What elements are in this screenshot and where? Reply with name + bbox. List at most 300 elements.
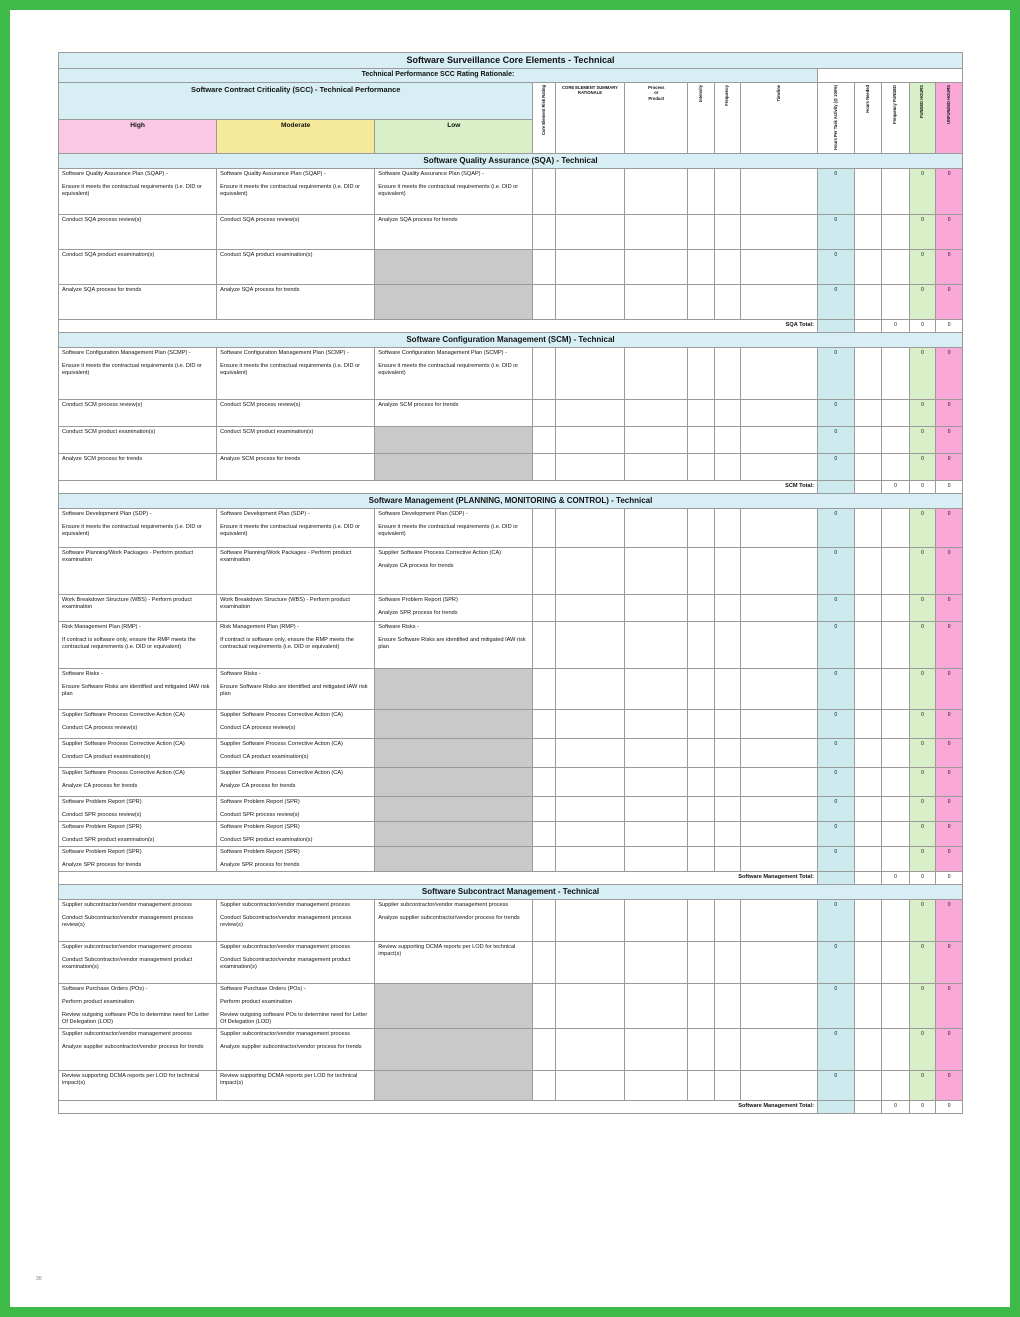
cell-high[interactable]: Conduct SCM process review(s) <box>59 400 217 427</box>
cell-frequency-funded[interactable] <box>882 400 910 427</box>
cell-frequency[interactable] <box>714 710 741 739</box>
cell-high[interactable]: Conduct SQA product examination(s) <box>59 250 217 285</box>
cell-timeline[interactable] <box>741 169 818 215</box>
cell-moderate[interactable]: Software Quality Assurance Plan (SQAP) - Ensure it meets the contractual requirements (i.e. DID or equivalent) <box>217 169 375 215</box>
cell-process-product[interactable] <box>625 899 688 941</box>
cell-summary-rationale[interactable] <box>555 595 624 622</box>
cell-risk-rating[interactable] <box>533 1028 555 1070</box>
cell-intensity[interactable] <box>688 739 715 768</box>
cell-unfunded-hours[interactable]: 0 <box>936 768 963 797</box>
cell-moderate[interactable]: Supplier Software Process Corrective Action (CA) Analyze CA process for trends <box>217 768 375 797</box>
cell-funded-hours[interactable]: 0 <box>909 595 936 622</box>
cell-unfunded-hours[interactable]: 0 <box>936 899 963 941</box>
cell-hours-needed[interactable] <box>854 899 882 941</box>
cell-frequency[interactable] <box>714 548 741 595</box>
cell-timeline[interactable] <box>741 595 818 622</box>
cell-process-product[interactable] <box>625 1070 688 1100</box>
cell-intensity[interactable] <box>688 822 715 847</box>
cell-moderate[interactable]: Work Breakdown Structure (WBS) - Perform product examination <box>217 595 375 622</box>
cell-hours-needed[interactable] <box>854 169 882 215</box>
cell-hours-needed[interactable] <box>854 595 882 622</box>
cell-unfunded-hours[interactable]: 0 <box>936 847 963 872</box>
cell-frequency-funded[interactable] <box>882 509 910 548</box>
cell-moderate[interactable]: Software Problem Report (SPR) Conduct SPR process review(s) <box>217 797 375 822</box>
cell-frequency[interactable] <box>714 941 741 983</box>
cell-hours-needed[interactable] <box>854 941 882 983</box>
cell-frequency[interactable] <box>714 250 741 285</box>
cell-unfunded-hours[interactable]: 0 <box>936 454 963 481</box>
cell-frequency-funded[interactable] <box>882 595 910 622</box>
cell-frequency-funded[interactable] <box>882 1028 910 1070</box>
cell-moderate[interactable]: Conduct SQA product examination(s) <box>217 250 375 285</box>
cell-frequency[interactable] <box>714 1028 741 1070</box>
cell-timeline[interactable] <box>741 427 818 454</box>
cell-frequency[interactable] <box>714 622 741 669</box>
cell-low[interactable] <box>375 847 533 872</box>
cell-moderate[interactable]: Review supporting DCMA reports per LOD for technical impact(s) <box>217 1070 375 1100</box>
cell-summary-rationale[interactable] <box>555 710 624 739</box>
cell-intensity[interactable] <box>688 400 715 427</box>
cell-unfunded-hours[interactable]: 0 <box>936 1028 963 1070</box>
cell-unfunded-hours[interactable]: 0 <box>936 509 963 548</box>
cell-process-product[interactable] <box>625 348 688 400</box>
cell-timeline[interactable] <box>741 548 818 595</box>
cell-hours-per-task[interactable]: 0 <box>817 797 854 822</box>
cell-risk-rating[interactable] <box>533 622 555 669</box>
cell-unfunded-hours[interactable]: 0 <box>936 285 963 320</box>
cell-hours-needed[interactable] <box>854 454 882 481</box>
cell-low[interactable]: Supplier subcontractor/vendor management process Analyze supplier subcontractor/vendor process for trends <box>375 899 533 941</box>
cell-low[interactable] <box>375 768 533 797</box>
cell-hours-needed[interactable] <box>854 1070 882 1100</box>
cell-hours-per-task[interactable]: 0 <box>817 169 854 215</box>
cell-hours-per-task[interactable]: 0 <box>817 400 854 427</box>
cell-low[interactable]: Analyze SCM process for trends <box>375 400 533 427</box>
cell-summary-rationale[interactable] <box>555 215 624 250</box>
cell-summary-rationale[interactable] <box>555 768 624 797</box>
cell-unfunded-hours[interactable]: 0 <box>936 169 963 215</box>
cell-risk-rating[interactable] <box>533 400 555 427</box>
cell-moderate[interactable]: Supplier Software Process Corrective Action (CA) Conduct CA product examination(s) <box>217 739 375 768</box>
cell-risk-rating[interactable] <box>533 739 555 768</box>
cell-hours-per-task[interactable]: 0 <box>817 739 854 768</box>
cell-low[interactable]: Software Risks - Ensure Software Risks are identified and mitigated IAW risk plan <box>375 622 533 669</box>
cell-hours-per-task[interactable]: 0 <box>817 710 854 739</box>
cell-risk-rating[interactable] <box>533 797 555 822</box>
cell-timeline[interactable] <box>741 983 818 1028</box>
cell-frequency-funded[interactable] <box>882 348 910 400</box>
cell-high[interactable]: Risk Management Plan (RMP) - If contract is software only, ensure the RMP meets the contractual requirements (i.e. DID or equivalent) <box>59 622 217 669</box>
cell-frequency-funded[interactable] <box>882 169 910 215</box>
cell-summary-rationale[interactable] <box>555 454 624 481</box>
cell-risk-rating[interactable] <box>533 548 555 595</box>
cell-risk-rating[interactable] <box>533 348 555 400</box>
cell-intensity[interactable] <box>688 169 715 215</box>
cell-hours-needed[interactable] <box>854 509 882 548</box>
cell-frequency[interactable] <box>714 595 741 622</box>
cell-moderate[interactable]: Software Risks - Ensure Software Risks are identified and mitigated IAW risk plan <box>217 669 375 710</box>
cell-moderate[interactable]: Supplier subcontractor/vendor management process Conduct Subcontractor/vendor management process review(s) <box>217 899 375 941</box>
cell-summary-rationale[interactable] <box>555 400 624 427</box>
cell-hours-needed[interactable] <box>854 215 882 250</box>
cell-frequency-funded[interactable] <box>882 822 910 847</box>
cell-moderate[interactable]: Software Configuration Management Plan (SCMP) - Ensure it meets the contractual requirements (i.e. DID or equivalent) <box>217 348 375 400</box>
cell-funded-hours[interactable]: 0 <box>909 983 936 1028</box>
cell-intensity[interactable] <box>688 710 715 739</box>
cell-high[interactable]: Software Risks - Ensure Software Risks are identified and mitigated IAW risk plan <box>59 669 217 710</box>
cell-risk-rating[interactable] <box>533 983 555 1028</box>
cell-intensity[interactable] <box>688 899 715 941</box>
cell-summary-rationale[interactable] <box>555 1070 624 1100</box>
cell-moderate[interactable]: Supplier subcontractor/vendor management process Analyze supplier subcontractor/vendor process for trends <box>217 1028 375 1070</box>
cell-funded-hours[interactable]: 0 <box>909 899 936 941</box>
cell-timeline[interactable] <box>741 1028 818 1070</box>
cell-summary-rationale[interactable] <box>555 847 624 872</box>
cell-summary-rationale[interactable] <box>555 822 624 847</box>
cell-unfunded-hours[interactable]: 0 <box>936 595 963 622</box>
cell-hours-per-task[interactable]: 0 <box>817 822 854 847</box>
cell-intensity[interactable] <box>688 622 715 669</box>
cell-moderate[interactable]: Supplier subcontractor/vendor management process Conduct Subcontractor/vendor management product examination(s) <box>217 941 375 983</box>
cell-intensity[interactable] <box>688 983 715 1028</box>
cell-hours-needed[interactable] <box>854 250 882 285</box>
cell-timeline[interactable] <box>741 669 818 710</box>
cell-funded-hours[interactable]: 0 <box>909 822 936 847</box>
cell-unfunded-hours[interactable]: 0 <box>936 250 963 285</box>
cell-intensity[interactable] <box>688 941 715 983</box>
cell-intensity[interactable] <box>688 669 715 710</box>
cell-risk-rating[interactable] <box>533 822 555 847</box>
cell-process-product[interactable] <box>625 710 688 739</box>
cell-risk-rating[interactable] <box>533 899 555 941</box>
cell-intensity[interactable] <box>688 285 715 320</box>
cell-intensity[interactable] <box>688 250 715 285</box>
cell-funded-hours[interactable]: 0 <box>909 1028 936 1070</box>
cell-hours-per-task[interactable]: 0 <box>817 595 854 622</box>
cell-high[interactable]: Supplier subcontractor/vendor management process Conduct Subcontractor/vendor management product examination(s) <box>59 941 217 983</box>
cell-hours-per-task[interactable]: 0 <box>817 768 854 797</box>
cell-hours-needed[interactable] <box>854 669 882 710</box>
cell-high[interactable]: Conduct SQA process review(s) <box>59 215 217 250</box>
cell-hours-needed[interactable] <box>854 285 882 320</box>
cell-process-product[interactable] <box>625 1028 688 1070</box>
cell-high[interactable]: Software Problem Report (SPR) Conduct SPR process review(s) <box>59 797 217 822</box>
cell-process-product[interactable] <box>625 595 688 622</box>
cell-frequency[interactable] <box>714 899 741 941</box>
cell-process-product[interactable] <box>625 669 688 710</box>
cell-hours-per-task[interactable]: 0 <box>817 941 854 983</box>
cell-unfunded-hours[interactable]: 0 <box>936 710 963 739</box>
cell-unfunded-hours[interactable]: 0 <box>936 548 963 595</box>
cell-frequency[interactable] <box>714 285 741 320</box>
cell-moderate[interactable]: Software Development Plan (SDP) - Ensure it meets the contractual requirements (i.e. DID or equivalent) <box>217 509 375 548</box>
cell-timeline[interactable] <box>741 622 818 669</box>
cell-timeline[interactable] <box>741 941 818 983</box>
cell-intensity[interactable] <box>688 509 715 548</box>
cell-frequency-funded[interactable] <box>882 215 910 250</box>
cell-high[interactable]: Software Problem Report (SPR) Analyze SPR process for trends <box>59 847 217 872</box>
cell-high[interactable]: Software Purchase Orders (POs) - Perform product examination Review outgoing software POs to determine need for Letter Of Delegation (LOD) <box>59 983 217 1028</box>
cell-timeline[interactable] <box>741 847 818 872</box>
cell-process-product[interactable] <box>625 215 688 250</box>
cell-low[interactable]: Software Problem Report (SPR) Analyze SPR process for trends <box>375 595 533 622</box>
cell-high[interactable]: Software Configuration Management Plan (SCMP) - Ensure it meets the contractual requirements (i.e. DID or equivalent) <box>59 348 217 400</box>
cell-low[interactable] <box>375 710 533 739</box>
cell-risk-rating[interactable] <box>533 710 555 739</box>
cell-high[interactable]: Supplier subcontractor/vendor management process Conduct Subcontractor/vendor management process review(s) <box>59 899 217 941</box>
cell-risk-rating[interactable] <box>533 595 555 622</box>
cell-low[interactable] <box>375 250 533 285</box>
cell-low[interactable] <box>375 669 533 710</box>
cell-intensity[interactable] <box>688 215 715 250</box>
cell-hours-per-task[interactable]: 0 <box>817 983 854 1028</box>
cell-unfunded-hours[interactable]: 0 <box>936 669 963 710</box>
cell-unfunded-hours[interactable]: 0 <box>936 739 963 768</box>
cell-intensity[interactable] <box>688 427 715 454</box>
cell-frequency-funded[interactable] <box>882 1070 910 1100</box>
cell-frequency[interactable] <box>714 797 741 822</box>
cell-moderate[interactable]: Software Problem Report (SPR) Conduct SPR product examination(s) <box>217 822 375 847</box>
cell-intensity[interactable] <box>688 595 715 622</box>
cell-low[interactable] <box>375 427 533 454</box>
cell-hours-needed[interactable] <box>854 1028 882 1070</box>
cell-moderate[interactable]: Software Planning/Work Packages - Perform product examination <box>217 548 375 595</box>
cell-hours-needed[interactable] <box>854 348 882 400</box>
cell-frequency[interactable] <box>714 1070 741 1100</box>
cell-summary-rationale[interactable] <box>555 983 624 1028</box>
cell-unfunded-hours[interactable]: 0 <box>936 822 963 847</box>
cell-process-product[interactable] <box>625 169 688 215</box>
cell-hours-needed[interactable] <box>854 710 882 739</box>
cell-moderate[interactable]: Risk Management Plan (RMP) - If contract is software only, ensure the RMP meets the contractual requirements (i.e. DID or equivalent) <box>217 622 375 669</box>
cell-moderate[interactable]: Conduct SCM product examination(s) <box>217 427 375 454</box>
cell-funded-hours[interactable]: 0 <box>909 250 936 285</box>
cell-frequency-funded[interactable] <box>882 739 910 768</box>
cell-funded-hours[interactable]: 0 <box>909 509 936 548</box>
cell-high[interactable]: Conduct SCM product examination(s) <box>59 427 217 454</box>
cell-summary-rationale[interactable] <box>555 622 624 669</box>
cell-frequency[interactable] <box>714 215 741 250</box>
cell-risk-rating[interactable] <box>533 427 555 454</box>
cell-frequency-funded[interactable] <box>882 622 910 669</box>
cell-hours-per-task[interactable]: 0 <box>817 1028 854 1070</box>
cell-intensity[interactable] <box>688 1028 715 1070</box>
cell-summary-rationale[interactable] <box>555 509 624 548</box>
cell-timeline[interactable] <box>741 454 818 481</box>
cell-risk-rating[interactable] <box>533 941 555 983</box>
cell-process-product[interactable] <box>625 427 688 454</box>
cell-summary-rationale[interactable] <box>555 797 624 822</box>
cell-funded-hours[interactable]: 0 <box>909 622 936 669</box>
cell-process-product[interactable] <box>625 548 688 595</box>
cell-low[interactable] <box>375 983 533 1028</box>
cell-high[interactable]: Review supporting DCMA reports per LOD for technical impact(s) <box>59 1070 217 1100</box>
cell-intensity[interactable] <box>688 797 715 822</box>
cell-summary-rationale[interactable] <box>555 941 624 983</box>
cell-low[interactable]: Supplier Software Process Corrective Action (CA) Analyze CA process for trends <box>375 548 533 595</box>
cell-moderate[interactable]: Software Purchase Orders (POs) - Perform product examination Review outgoing software POs to determine need for Letter Of Delegation (LOD) <box>217 983 375 1028</box>
cell-funded-hours[interactable]: 0 <box>909 669 936 710</box>
cell-hours-needed[interactable] <box>854 797 882 822</box>
cell-timeline[interactable] <box>741 215 818 250</box>
cell-frequency-funded[interactable] <box>882 669 910 710</box>
cell-hours-per-task[interactable]: 0 <box>817 899 854 941</box>
cell-process-product[interactable] <box>625 983 688 1028</box>
cell-risk-rating[interactable] <box>533 215 555 250</box>
cell-hours-needed[interactable] <box>854 983 882 1028</box>
cell-moderate[interactable]: Analyze SQA process for trends <box>217 285 375 320</box>
cell-process-product[interactable] <box>625 797 688 822</box>
cell-timeline[interactable] <box>741 348 818 400</box>
cell-timeline[interactable] <box>741 1070 818 1100</box>
cell-moderate[interactable]: Supplier Software Process Corrective Action (CA) Conduct CA process review(s) <box>217 710 375 739</box>
cell-timeline[interactable] <box>741 822 818 847</box>
cell-frequency[interactable] <box>714 983 741 1028</box>
cell-low[interactable] <box>375 1070 533 1100</box>
cell-funded-hours[interactable]: 0 <box>909 739 936 768</box>
cell-unfunded-hours[interactable]: 0 <box>936 941 963 983</box>
cell-summary-rationale[interactable] <box>555 739 624 768</box>
cell-funded-hours[interactable]: 0 <box>909 797 936 822</box>
cell-funded-hours[interactable]: 0 <box>909 400 936 427</box>
cell-timeline[interactable] <box>741 400 818 427</box>
cell-high[interactable]: Supplier Software Process Corrective Action (CA) Conduct CA product examination(s) <box>59 739 217 768</box>
cell-process-product[interactable] <box>625 768 688 797</box>
cell-frequency-funded[interactable] <box>882 983 910 1028</box>
cell-frequency-funded[interactable] <box>882 941 910 983</box>
cell-funded-hours[interactable]: 0 <box>909 1070 936 1100</box>
cell-process-product[interactable] <box>625 847 688 872</box>
cell-hours-per-task[interactable]: 0 <box>817 250 854 285</box>
cell-frequency[interactable] <box>714 454 741 481</box>
cell-frequency-funded[interactable] <box>882 847 910 872</box>
cell-risk-rating[interactable] <box>533 669 555 710</box>
cell-timeline[interactable] <box>741 710 818 739</box>
cell-risk-rating[interactable] <box>533 250 555 285</box>
cell-low[interactable] <box>375 285 533 320</box>
cell-timeline[interactable] <box>741 285 818 320</box>
cell-hours-needed[interactable] <box>854 739 882 768</box>
cell-low[interactable]: Analyze SQA process for trends <box>375 215 533 250</box>
cell-summary-rationale[interactable] <box>555 1028 624 1070</box>
cell-hours-per-task[interactable]: 0 <box>817 427 854 454</box>
cell-risk-rating[interactable] <box>533 768 555 797</box>
cell-process-product[interactable] <box>625 454 688 481</box>
cell-intensity[interactable] <box>688 548 715 595</box>
cell-hours-per-task[interactable]: 0 <box>817 548 854 595</box>
cell-frequency[interactable] <box>714 739 741 768</box>
cell-hours-needed[interactable] <box>854 622 882 669</box>
cell-unfunded-hours[interactable]: 0 <box>936 622 963 669</box>
cell-intensity[interactable] <box>688 348 715 400</box>
cell-hours-needed[interactable] <box>854 548 882 595</box>
cell-risk-rating[interactable] <box>533 847 555 872</box>
cell-low[interactable] <box>375 739 533 768</box>
cell-frequency[interactable] <box>714 822 741 847</box>
cell-unfunded-hours[interactable]: 0 <box>936 348 963 400</box>
cell-hours-needed[interactable] <box>854 768 882 797</box>
cell-intensity[interactable] <box>688 847 715 872</box>
cell-process-product[interactable] <box>625 622 688 669</box>
cell-frequency-funded[interactable] <box>882 454 910 481</box>
cell-frequency[interactable] <box>714 669 741 710</box>
cell-frequency[interactable] <box>714 427 741 454</box>
cell-frequency-funded[interactable] <box>882 285 910 320</box>
cell-funded-hours[interactable]: 0 <box>909 215 936 250</box>
cell-high[interactable]: Supplier subcontractor/vendor management process Analyze supplier subcontractor/vendor process for trends <box>59 1028 217 1070</box>
cell-hours-needed[interactable] <box>854 822 882 847</box>
cell-hours-needed[interactable] <box>854 427 882 454</box>
cell-unfunded-hours[interactable]: 0 <box>936 215 963 250</box>
cell-summary-rationale[interactable] <box>555 669 624 710</box>
cell-hours-per-task[interactable]: 0 <box>817 454 854 481</box>
cell-risk-rating[interactable] <box>533 1070 555 1100</box>
cell-moderate[interactable]: Conduct SQA process review(s) <box>217 215 375 250</box>
cell-hours-per-task[interactable]: 0 <box>817 622 854 669</box>
cell-timeline[interactable] <box>741 797 818 822</box>
cell-frequency[interactable] <box>714 768 741 797</box>
cell-frequency[interactable] <box>714 400 741 427</box>
cell-funded-hours[interactable]: 0 <box>909 285 936 320</box>
cell-low[interactable]: Review supporting DCMA reports per LOD for technical impact(s) <box>375 941 533 983</box>
cell-low[interactable]: Software Quality Assurance Plan (SQAP) - Ensure it meets the contractual requirements (i.e. DID or equivalent) <box>375 169 533 215</box>
cell-process-product[interactable] <box>625 739 688 768</box>
cell-timeline[interactable] <box>741 509 818 548</box>
cell-low[interactable] <box>375 1028 533 1070</box>
cell-summary-rationale[interactable] <box>555 899 624 941</box>
cell-summary-rationale[interactable] <box>555 548 624 595</box>
cell-intensity[interactable] <box>688 768 715 797</box>
cell-summary-rationale[interactable] <box>555 169 624 215</box>
cell-summary-rationale[interactable] <box>555 427 624 454</box>
cell-timeline[interactable] <box>741 739 818 768</box>
cell-process-product[interactable] <box>625 400 688 427</box>
cell-funded-hours[interactable]: 0 <box>909 768 936 797</box>
cell-moderate[interactable]: Conduct SCM process review(s) <box>217 400 375 427</box>
cell-hours-per-task[interactable]: 0 <box>817 285 854 320</box>
cell-frequency[interactable] <box>714 348 741 400</box>
cell-hours-per-task[interactable]: 0 <box>817 1070 854 1100</box>
cell-timeline[interactable] <box>741 250 818 285</box>
cell-frequency[interactable] <box>714 847 741 872</box>
cell-frequency-funded[interactable] <box>882 710 910 739</box>
cell-high[interactable]: Analyze SCM process for trends <box>59 454 217 481</box>
cell-high[interactable]: Supplier Software Process Corrective Action (CA) Conduct CA process review(s) <box>59 710 217 739</box>
cell-frequency-funded[interactable] <box>882 797 910 822</box>
cell-frequency-funded[interactable] <box>882 548 910 595</box>
cell-summary-rationale[interactable] <box>555 285 624 320</box>
cell-timeline[interactable] <box>741 768 818 797</box>
cell-funded-hours[interactable]: 0 <box>909 548 936 595</box>
cell-funded-hours[interactable]: 0 <box>909 941 936 983</box>
cell-low[interactable] <box>375 797 533 822</box>
cell-unfunded-hours[interactable]: 0 <box>936 983 963 1028</box>
cell-funded-hours[interactable]: 0 <box>909 710 936 739</box>
cell-hours-per-task[interactable]: 0 <box>817 215 854 250</box>
cell-moderate[interactable]: Analyze SCM process for trends <box>217 454 375 481</box>
cell-low[interactable]: Software Development Plan (SDP) - Ensure it meets the contractual requirements (i.e. DID or equivalent) <box>375 509 533 548</box>
cell-risk-rating[interactable] <box>533 454 555 481</box>
cell-frequency-funded[interactable] <box>882 427 910 454</box>
cell-frequency[interactable] <box>714 169 741 215</box>
cell-process-product[interactable] <box>625 509 688 548</box>
cell-intensity[interactable] <box>688 454 715 481</box>
cell-hours-needed[interactable] <box>854 847 882 872</box>
cell-funded-hours[interactable]: 0 <box>909 169 936 215</box>
cell-unfunded-hours[interactable]: 0 <box>936 400 963 427</box>
cell-high[interactable]: Supplier Software Process Corrective Action (CA) Analyze CA process for trends <box>59 768 217 797</box>
cell-frequency-funded[interactable] <box>882 768 910 797</box>
